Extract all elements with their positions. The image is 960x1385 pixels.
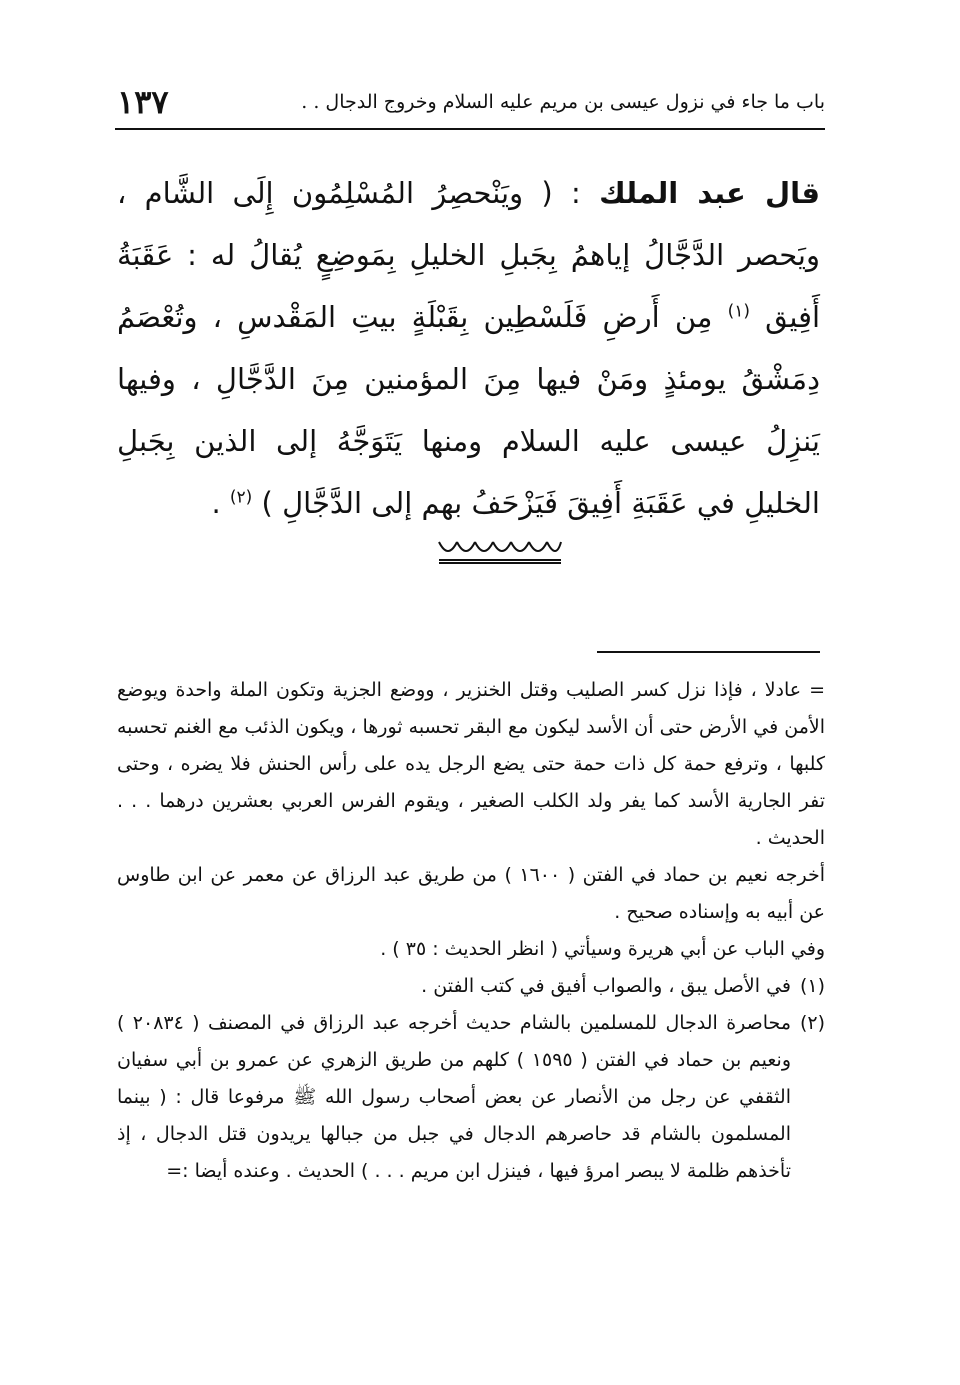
footnote-continuation-1: = عادلا ، فإذا نزل كسر الصليب وقتل الخنزير ، ووضع الجزية وتكون الملة واحدة ويوضع الأمن في الأرض حتى أن الأسد ليكون مع البقر تحسبه ثورها ، ويكون الذئب مع الغنم تحسبه كلبها ، وترفع حمة كل ذات حمة حتى يضع الرجل يده على رأس الحنش فلا يضره ، وحتى تفر الجارية الأسد كما يفر ولد الكلب الصغير ، ويقوم الفرس العربي بعشرين درهما . . . الحديث . [117,679,825,849]
footnote-1-number: (١) [799,975,825,997]
page-number: ١٣٧ [117,83,169,121]
main-text-part2: مِن أَرضِ فَلَسْطِين بِقَبْلَةٍ بيتِ المَقْدسِ ، وتُعْصَمُ دِمَشْقُ يومئذٍ ومَنْ فيها مِنَ المؤمنين مِنَ الدَّجَّالِ ، وفيها يَنزِلُ عيسى عليه السلام ومنها يَتَوَجَّهُ إلى الذين بِجَبلِ الخليلِ في عَقَبَةِ أَفِيقَ فَيَزْحَفُ بهم إلى الدَّجَّالِ ) [117,300,820,520]
main-text-part1: : ( ويَنْحصِرُ المُسْلِمُون إِلَى الشَّام ، ويَحصر الدَّجَّالُ إياهمُ بِجَبلِ الخليلِ بِمَوضِعٍ يُقالُ له : عَقَبَةُ أَفِيق [117,176,820,334]
speaker-name: قال عبد الملك [599,176,820,210]
page-header [117,78,825,126]
running-title: باب ما جاء في نزول عيسى بن مريم عليه السلام وخروج الدجال . . [301,91,825,113]
main-text [117,162,820,534]
header-rule [115,128,825,130]
footnote-2 [117,1005,825,1190]
footnote-continuation-2: أخرجه نعيم بن حماد في الفتن ( ١٦٠٠ ) من طريق عبد الرزاق عن معمر عن ابن طاوس عن أبيه به وإسناده صحيح . [117,864,825,923]
ornament-icon [435,538,565,564]
footnote-ref-2: (٢) [229,487,253,508]
footnote-2-text: محاصرة الدجال للمسلمين بالشام حديث أخرجه عبد الرزاق في المصنف ( ٢٠٨٣٤ ) ونعيم بن حماد في الفتن ( ١٥٩٥ ) كلهم من طريق الزهري عن عمرو بن أبي سفيان الثقفي عن رجل من الأنصار عن بعض أصحاب رسول الله ﷺ مرفوعا قال : ( بينما المسلمون بالشام قد حاصرهم الدجال في جبل من جبالها يريدون قتل الدجال ، إذ تأخذهم ظلمة لا يبصر امرؤ فيها ، فينزل ابن مريم . . . ) الحديث . وعنده أيضا := [117,1012,792,1182]
main-text-end: . [211,486,221,520]
footnote-1 [117,968,825,1005]
footnotes [117,672,825,1190]
footnote-separator [597,651,820,653]
footnote-1-text: في الأصل يبق ، والصواب أفيق في كتب الفتن . [421,975,791,997]
footnote-ref-1: (١) [727,301,750,322]
footnote-2-number: (٢) [799,1012,825,1034]
footnote-continuation-3: وفي الباب عن أبي هريرة وسيأتي ( انظر الحديث : ٣٥ ) . [380,938,825,960]
section-ornament [430,538,570,564]
